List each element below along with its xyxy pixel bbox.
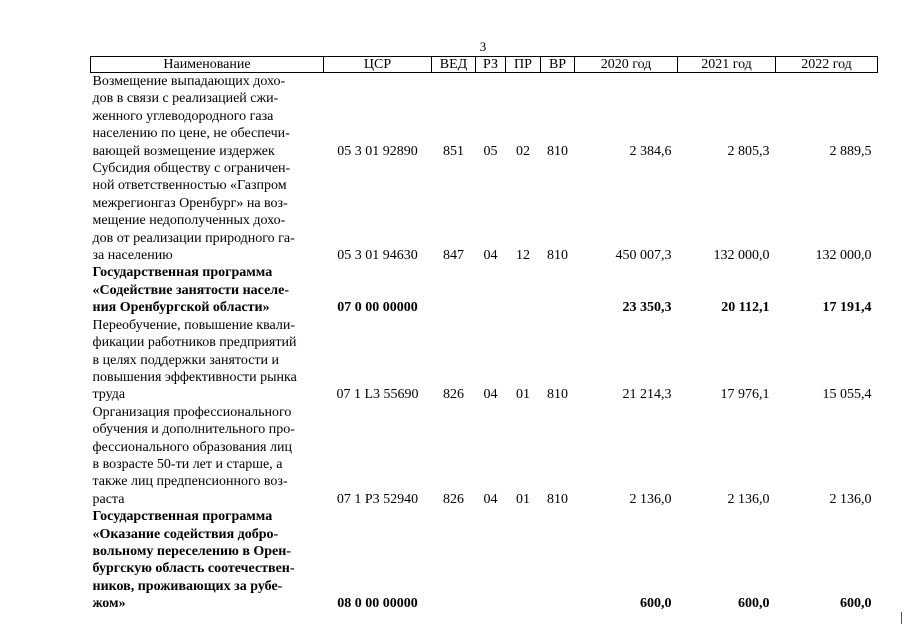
- page-number: 3: [479, 39, 487, 54]
- cell-2020: 2 384,6: [629, 143, 672, 159]
- name-line: ной ответственностью «Газпром: [92, 178, 287, 194]
- cell-rz: [476, 264, 506, 316]
- cell-ved: 851: [443, 143, 464, 159]
- cell-vr: 810: [547, 491, 568, 507]
- name-line: раста: [92, 491, 125, 507]
- cell-csr: 05 3 01 92890: [337, 143, 418, 159]
- name-line: обучения и дополнительного про-: [92, 422, 295, 438]
- cell-2021: 2 136,0: [727, 491, 770, 507]
- cell-csr: 08 0 00 00000: [337, 596, 418, 612]
- name-line: Организация профессионального: [92, 404, 292, 420]
- name-line: женного углеводородного газа: [92, 108, 274, 124]
- name-line: мещение недополученных дохо-: [92, 213, 286, 229]
- cell-2022: 17 191,4: [822, 300, 872, 316]
- header-name: Наименование: [91, 57, 324, 73]
- cell-2021: 600,0: [738, 596, 770, 612]
- cell-csr: 05 3 01 94630: [337, 248, 418, 264]
- header-csr: ЦСР: [324, 57, 432, 73]
- table-row: [91, 508, 878, 612]
- header-2020: 2020 год: [575, 57, 678, 73]
- cell-ved: 826: [443, 491, 464, 507]
- name-line: также лиц предпенсионного воз-: [92, 474, 288, 490]
- name-line: Субсидия обществу с ограничен-: [92, 161, 291, 177]
- cell-2021: 132 000,0: [713, 248, 770, 264]
- cell-rz: 04: [483, 248, 498, 264]
- name-line: Государственная программа: [92, 509, 273, 525]
- cell-pr: [506, 508, 541, 612]
- cell-name: [91, 508, 324, 612]
- table-row: [91, 160, 878, 264]
- name-line: жом»: [92, 596, 126, 612]
- name-line: бургскую область соотечествен-: [92, 561, 295, 577]
- name-line: в целях поддержки занятости и: [92, 352, 280, 368]
- cell-2020: 600,0: [640, 596, 672, 612]
- name-line: Переобучение, повышение квали-: [92, 317, 295, 333]
- header-ved: ВЕД: [432, 57, 476, 73]
- name-line: «Содействие занятости населе-: [92, 282, 290, 298]
- cell-2021: 17 976,1: [720, 387, 770, 403]
- name-line: Государственная программа: [92, 265, 273, 281]
- name-line: населению по цене, не обеспечи-: [92, 126, 290, 142]
- name-line: дов в связи с реализацией сжи-: [92, 91, 279, 107]
- name-line: ния Оренбургской области»: [92, 300, 270, 316]
- header-2021: 2021 год: [678, 57, 776, 73]
- header-vr: ВР: [541, 57, 575, 73]
- cell-2022: 2 889,5: [829, 143, 872, 159]
- cell-name: [91, 404, 324, 508]
- cell-rz: 04: [483, 387, 498, 403]
- cell-rz: 05: [483, 143, 498, 159]
- table-body: [91, 73, 878, 613]
- cell-vr: [541, 508, 575, 612]
- header-2022: 2022 год: [776, 57, 878, 73]
- name-line: в возрасте 50-ти лет и старше, а: [92, 456, 283, 472]
- cell-pr: 12: [516, 248, 530, 264]
- name-line: «Оказание содействия добро-: [92, 526, 279, 542]
- table-row: [91, 73, 878, 161]
- header-rz: РЗ: [476, 57, 506, 73]
- cell-name: [91, 160, 324, 264]
- cell-ved: [432, 264, 476, 316]
- cell-2022: 132 000,0: [815, 248, 872, 264]
- cell-csr: 07 0 00 00000: [337, 300, 418, 316]
- cell-rz: [476, 508, 506, 612]
- budget-table: [90, 56, 878, 613]
- cell-vr: 810: [547, 143, 568, 159]
- name-line: труда: [92, 387, 126, 403]
- cell-ved: 847: [443, 248, 464, 264]
- name-line: межрегионгаз Оренбург» на воз-: [92, 195, 288, 211]
- name-line: за населению: [92, 248, 173, 264]
- cell-2021: 20 112,1: [721, 300, 770, 316]
- name-line: ников, проживающих за рубе-: [92, 578, 283, 594]
- cell-vr: 810: [547, 387, 568, 403]
- cell-2020: 21 214,3: [622, 387, 672, 403]
- cell-rz: 04: [483, 491, 498, 507]
- cell-name: [91, 73, 324, 161]
- cell-2021: 2 805,3: [727, 143, 770, 159]
- table-row: [91, 404, 878, 508]
- cell-name: [91, 317, 324, 404]
- cell-ved: [432, 508, 476, 612]
- cell-ved: 826: [443, 387, 464, 403]
- cell-2020: 23 350,3: [622, 300, 672, 316]
- cell-pr: 01: [516, 491, 530, 507]
- cell-name: [91, 264, 324, 316]
- cell-pr: [506, 264, 541, 316]
- name-line: вающей возмещение издержек: [92, 143, 275, 159]
- cell-vr: 810: [547, 248, 568, 264]
- name-line: дов от реализации природного га-: [92, 230, 295, 246]
- cell-pr: 01: [516, 387, 530, 403]
- name-line: повышения эффективности рынка: [92, 369, 297, 385]
- table-row: [91, 264, 878, 316]
- cell-pr: 02: [516, 143, 530, 159]
- cell-2022: 2 136,0: [829, 491, 872, 507]
- header-pr: ПР: [506, 57, 541, 73]
- cell-2022: 15 055,4: [822, 387, 872, 403]
- cell-csr: 07 1 P3 52940: [336, 491, 419, 507]
- name-line: Возмещение выпадающих дохо-: [92, 74, 286, 89]
- cell-2022: 600,0: [840, 596, 872, 612]
- cell-2020: 2 136,0: [629, 491, 672, 507]
- cell-vr: [541, 264, 575, 316]
- cell-csr: 07 1 L3 55690: [336, 387, 419, 403]
- name-line: вольному переселению в Орен-: [92, 543, 292, 559]
- scan-edge-mark: [901, 612, 902, 624]
- cell-2020: 450 007,3: [615, 248, 672, 264]
- table-header: [91, 57, 878, 73]
- name-line: фессионального образования лиц: [92, 439, 292, 455]
- table-row: [91, 317, 878, 404]
- name-line: фикации работников предприятий: [92, 335, 297, 351]
